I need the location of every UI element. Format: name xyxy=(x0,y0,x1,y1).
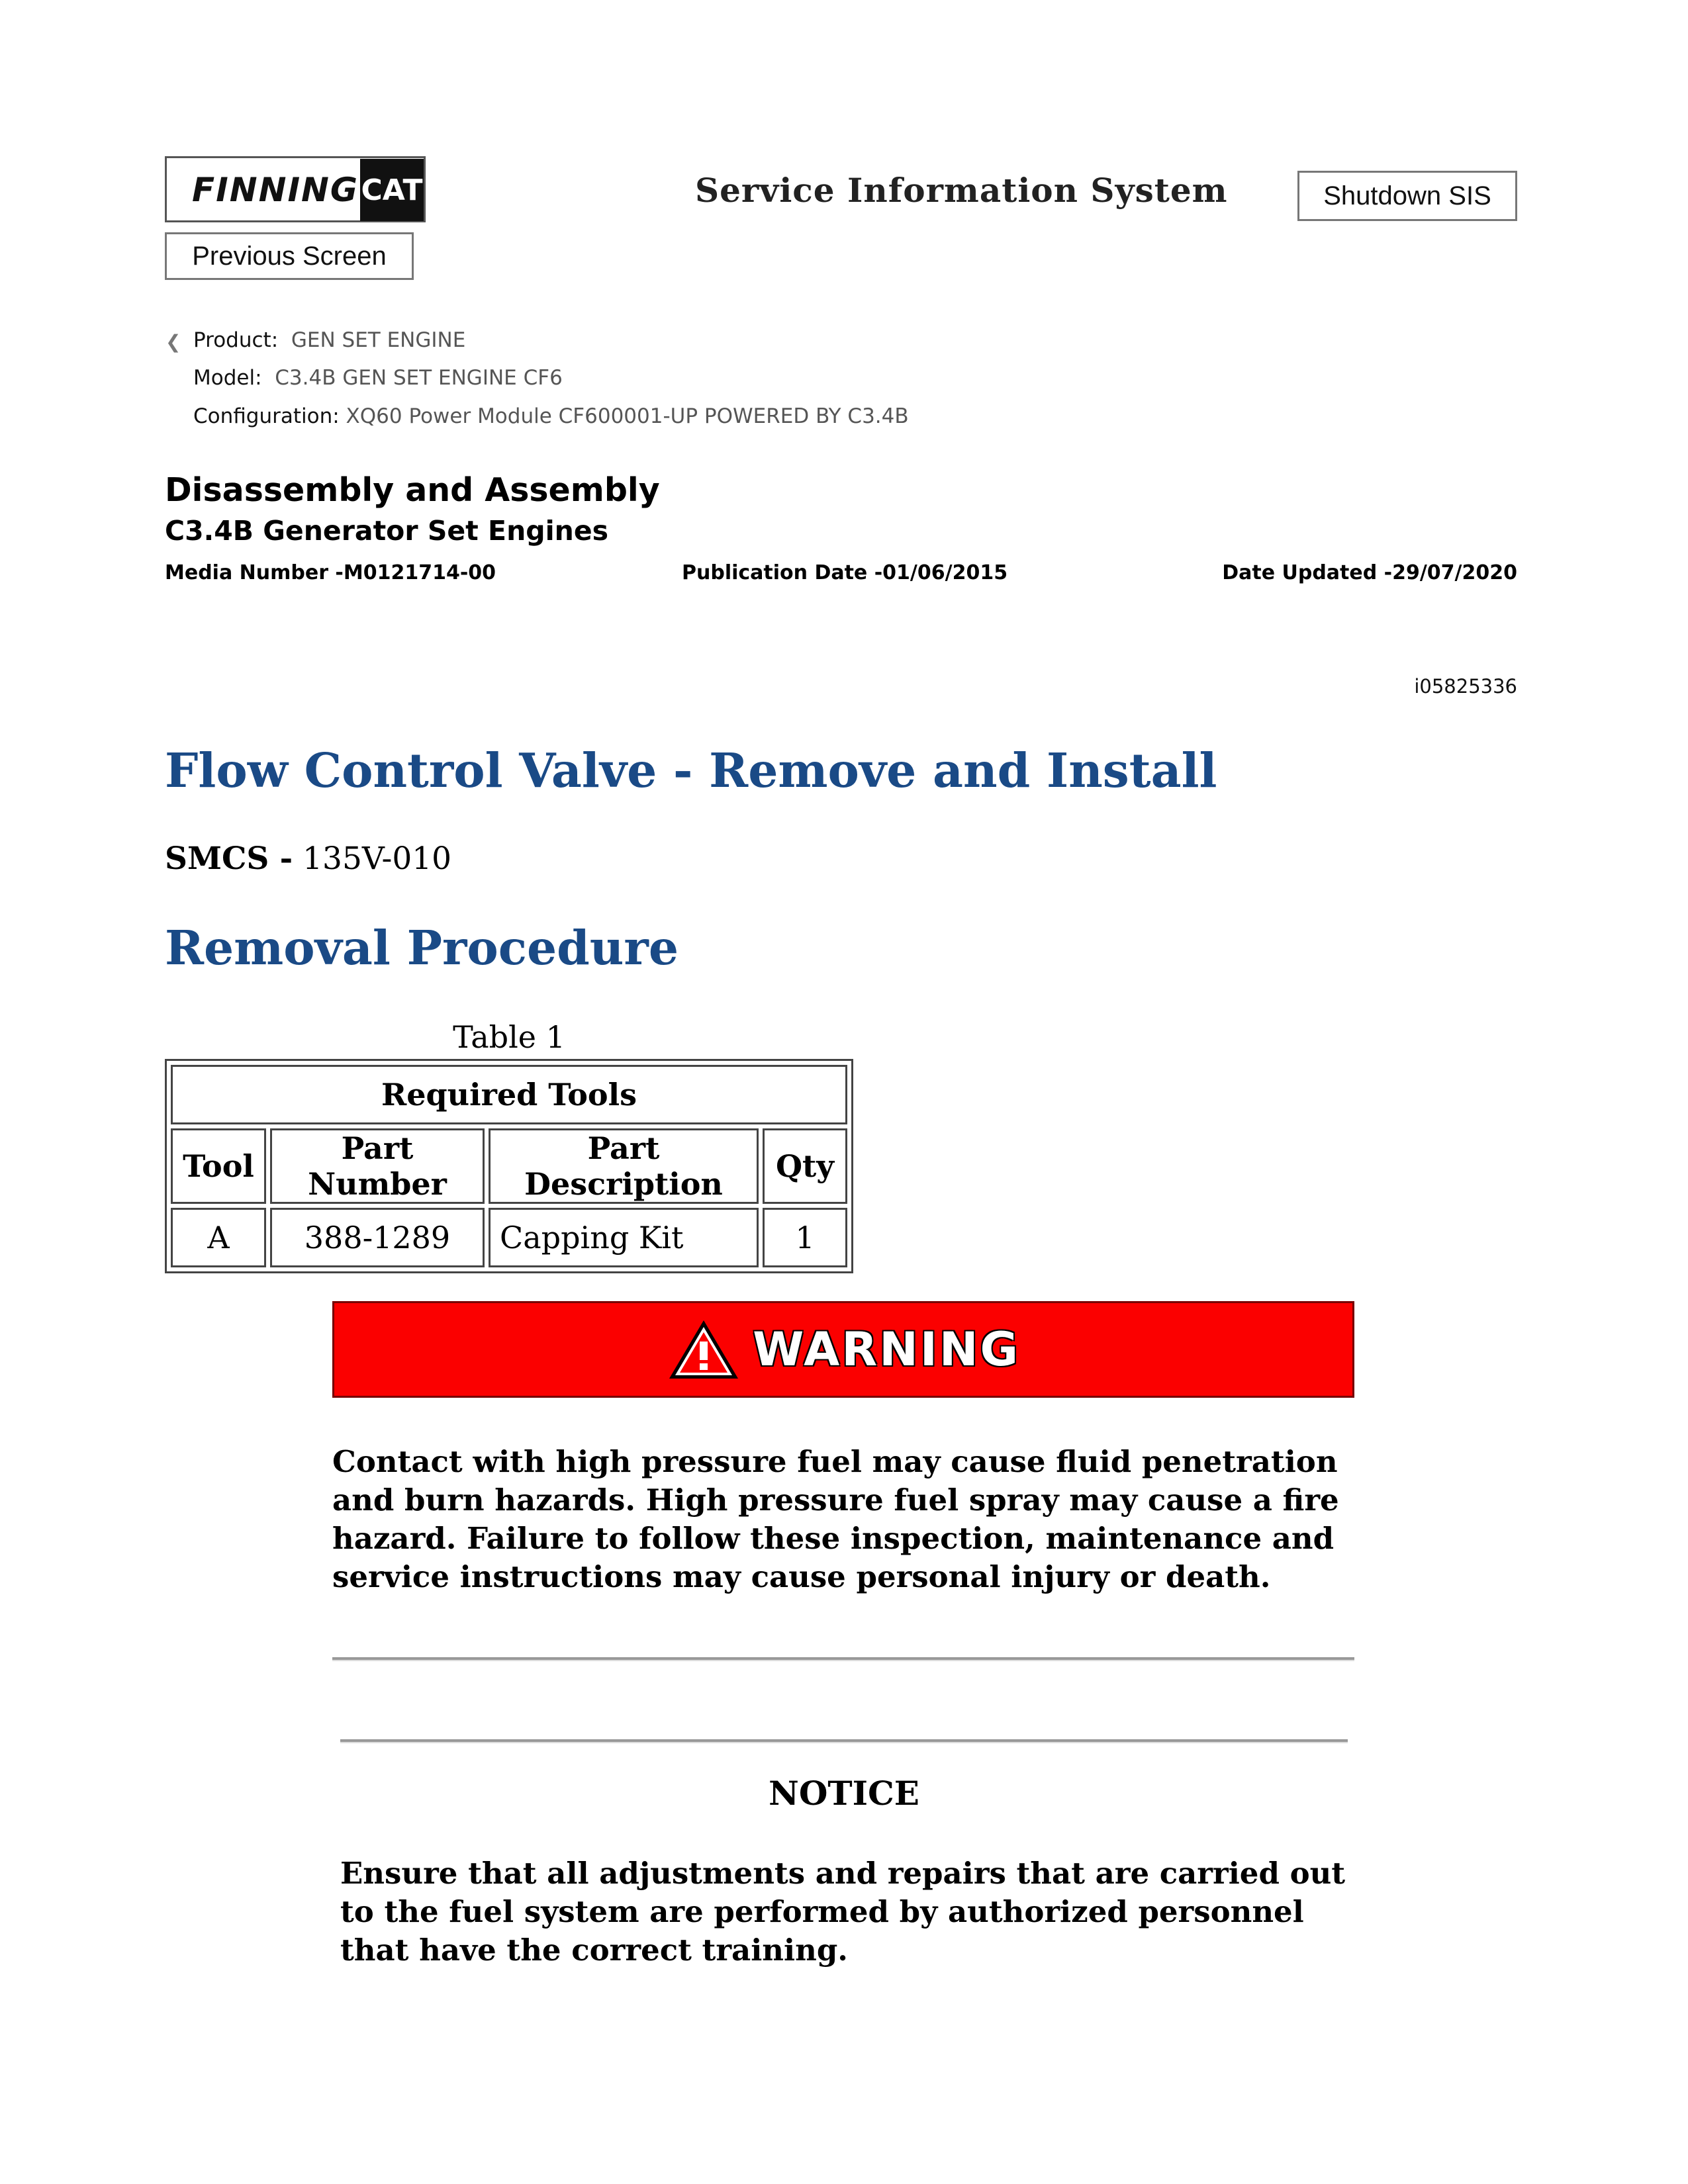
column-header-part-number: Part Number xyxy=(270,1128,485,1204)
page-heading: Flow Control Valve - Remove and Install xyxy=(165,743,1217,798)
table-row xyxy=(171,1208,847,1267)
model-info xyxy=(193,366,563,390)
back-chevron-icon[interactable]: ❮ xyxy=(165,331,181,353)
table-cell-part-description: Capping Kit xyxy=(489,1208,759,1267)
configuration-value: XQ60 Power Module CF600001-UP POWERED BY C3.4B xyxy=(346,404,909,428)
notice-text: Ensure that all adjustments and repairs that are carried out to the fuel system are performed by authorized personnel that have the correct training. xyxy=(340,1856,1346,1968)
smcs-code xyxy=(165,841,451,877)
product-label: Product: xyxy=(193,328,279,352)
warning-banner xyxy=(332,1301,1354,1398)
product-info xyxy=(193,328,465,352)
configuration-label: Configuration: xyxy=(193,404,340,428)
column-header-qty: Qty xyxy=(763,1128,847,1204)
warning-text: Contact with high pressure fuel may cause fluid penetration and burn hazards. High pressure fuel spray may cause a fire hazard. Failure to follow these inspection, maintenance and service instructions may cause personal injury or death. xyxy=(332,1444,1339,1594)
cat-logo: CAT xyxy=(360,159,424,221)
table-header-row xyxy=(171,1128,847,1204)
shutdown-sis-button[interactable]: Shutdown SIS xyxy=(1297,171,1517,221)
table-cell-part-number: 388-1289 xyxy=(270,1208,485,1267)
warning-triangle-icon xyxy=(667,1318,741,1381)
table-title: Required Tools xyxy=(171,1065,847,1124)
model-value: C3.4B GEN SET ENGINE CF6 xyxy=(275,366,563,390)
divider xyxy=(340,1739,1348,1743)
table-cell-qty: 1 xyxy=(763,1208,847,1267)
section-heading: Removal Procedure xyxy=(165,920,679,976)
model-label: Model: xyxy=(193,366,262,390)
table-cell-tool: A xyxy=(171,1208,266,1267)
column-header-tool: Tool xyxy=(171,1128,266,1204)
document-title: Disassembly and Assembly xyxy=(165,471,660,509)
required-tools-table xyxy=(165,1059,853,1273)
notice-heading: NOTICE xyxy=(769,1774,919,1813)
smcs-value: 135V-010 xyxy=(303,841,452,877)
configuration-info xyxy=(193,404,909,428)
table-caption: Table 1 xyxy=(453,1019,565,1055)
previous-screen-button[interactable]: Previous Screen xyxy=(165,232,414,280)
column-header-part-description: Part Description xyxy=(489,1128,759,1204)
app-title: Service Information System xyxy=(695,171,1228,210)
divider xyxy=(332,1657,1354,1661)
media-number: Media Number -M0121714-00 xyxy=(165,561,496,584)
document-subtitle: C3.4B Generator Set Engines xyxy=(165,515,609,547)
product-value: GEN SET ENGINE xyxy=(291,328,466,352)
warning-label: WARNING xyxy=(753,1322,1020,1377)
smcs-label: SMCS - xyxy=(165,841,293,877)
publication-date: Publication Date -01/06/2015 xyxy=(682,561,1008,584)
date-updated: Date Updated -29/07/2020 xyxy=(1222,561,1517,584)
finning-logo-text: FINNING xyxy=(192,171,359,209)
document-id: i05825336 xyxy=(1414,675,1517,698)
